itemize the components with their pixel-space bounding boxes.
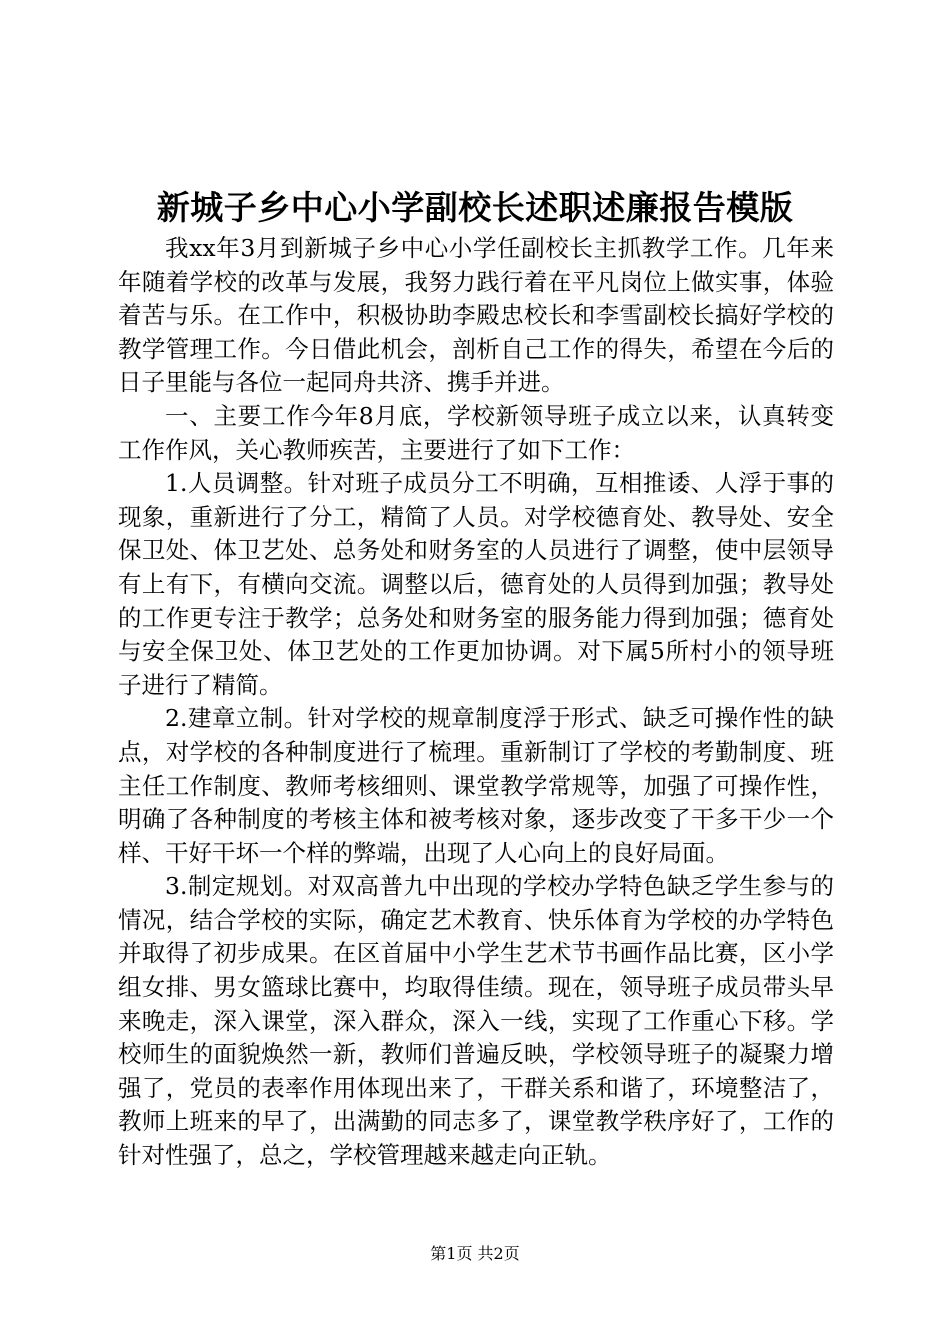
- paragraph-regulations: 2.建章立制。针对学校的规章制度浮于形式、缺乏可操作性的缺点，对学校的各种制度进行了梳理。重新制订了学校的考勤制度、班主任工作制度、教师考核细则、课堂教学常规等，加强了可操作性，明确了各种制度的考核主体和被考核对象，逐步改变了干多干少一个样、干好干坏一个样的弊端，出现了人心向上的良好局面。: [118, 704, 834, 867]
- paragraph-staff-adjustment: 1.人员调整。针对班子成员分工不明确，互相推诿、人浮于事的现象，重新进行了分工，精简了人员。对学校德育处、教导处、安全保卫处、体卫艺处、总务处和财务室的人员进行了调整，使中层领导有上有下，有横向交流。调整以后，德育处的人员得到加强；教导处的工作更专注于教学；总务处和财务室的服务能力得到加强；德育处与安全保卫处、体卫艺处的工作更加协调。对下属5所村小的领导班子进行了精简。: [118, 469, 834, 699]
- paragraph-main-work: 一、主要工作今年8月底，学校新领导班子成立以来，认真转变工作作风，关心教师疾苦，主要进行了如下工作：: [118, 401, 834, 464]
- document-title: 新城子乡中心小学副校长述职述廉报告模版: [156, 188, 794, 227]
- document-body: [118, 232, 834, 1173]
- paragraph-planning: 3.制定规划。对双高普九中出现的学校办学特色缺乏学生参与的情况，结合学校的实际，确定艺术教育、快乐体育为学校的办学特色并取得了初步成果。在区首届中小学生艺术节书画作品比赛，区小学组女排、男女篮球比赛中，均取得佳绩。现在，领导班子成员带头早来晚走，深入课堂，深入群众，深入一线，实现了工作重心下移。学校师生的面貌焕然一新，教师们普遍反映，学校领导班子的凝聚力增强了，党员的表率作用体现出来了，干群关系和谐了，环境整洁了，教师上班来的早了，出满勤的同志多了，课堂教学秩序好了，工作的针对性强了，总之，学校管理越来越走向正轨。: [118, 872, 834, 1170]
- page-number-footer: 第1页 共2页: [430, 1244, 520, 1263]
- paragraph-intro: 我xx年3月到新城子乡中心小学任副校长主抓教学工作。几年来年随着学校的改革与发展，我努力践行着在平凡岗位上做实事，体验着苦与乐。在工作中，积极协助李殿忠校长和李雪副校长搞好学校的教学管理工作。今日借此机会，剖析自己工作的得失，希望在今后的日子里能与各位一起同舟共济、携手并进。: [118, 234, 834, 397]
